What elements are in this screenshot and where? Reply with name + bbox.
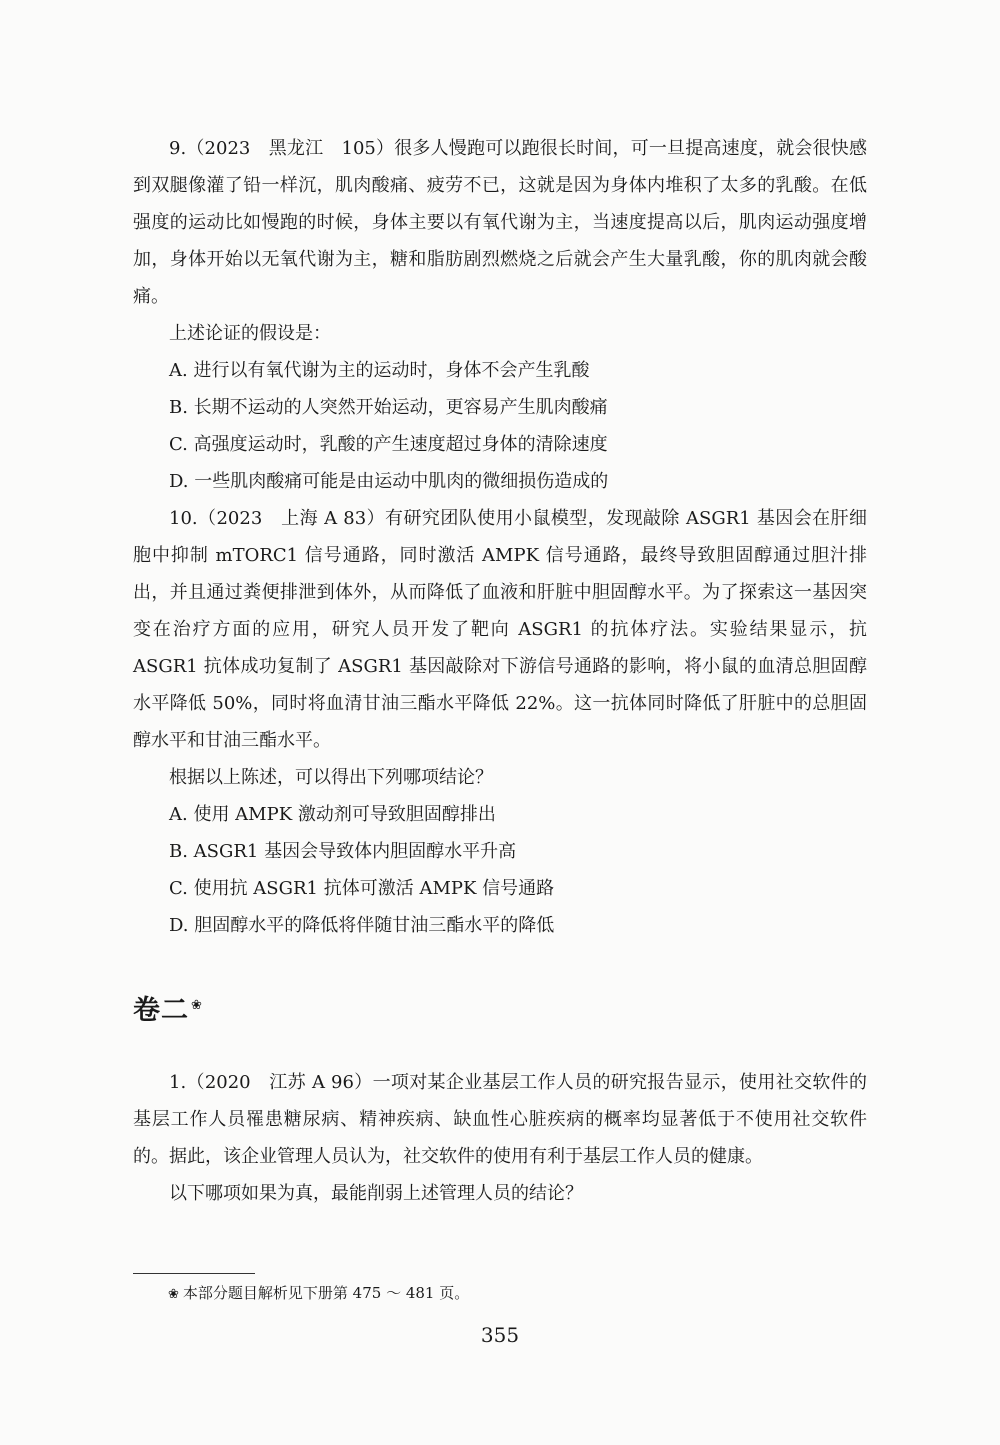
flower-footnote-icon: ❀ <box>168 1287 179 1302</box>
question-9-prompt: 上述论证的假设是： <box>169 323 331 344</box>
question-10-option-b: B. ASGR1 基因会导致体内胆固醇水平升高 <box>169 841 517 862</box>
section-title-text: 卷二 <box>133 995 189 1026</box>
footnote-divider <box>133 1273 255 1274</box>
question-9-option-c: C. 高强度运动时，乳酸的产生速度超过身体的清除速度 <box>169 434 608 455</box>
question-10-option-d: D. 胆固醇水平的降低将伴随甘油三酯水平的降低 <box>169 915 555 936</box>
question-9-option-a: A. 进行以有氧代谢为主的运动时，身体不会产生乳酸 <box>169 360 590 381</box>
question-9-option-b: B. 长期不运动的人突然开始运动，更容易产生肌肉酸痛 <box>169 397 608 418</box>
question-10-prompt: 根据以上陈述，可以得出下列哪项结论？ <box>169 767 493 788</box>
flower-footnote-icon: ❀ <box>191 998 203 1013</box>
question-9-stem: 9.（2023 黑龙江 105）很多人慢跑可以跑很长时间，可一旦提高速度，就会很快感到双腿像灌了铅一样沉，肌肉酸痛、疲劳不已，这就是因为身体内堆积了太多的乳酸。在低强度的运动比如慢跑的时候，身体主要以有氧代谢为主，当速度提高以后，肌肉运动强度增加，身体开始以无氧代谢为主，糖和脂肪剧烈燃烧之后就会产生大量乳酸，你的肌肉就会酸痛。 <box>133 138 867 307</box>
section-2-question-1-stem: 1.（2020 江苏 A 96）一项对某企业基层工作人员的研究报告显示，使用社交软件的基层工作人员罹患糖尿病、精神疾病、缺血性心脏疾病的概率均显著低于不使用社交软件的。据此，该企业管理人员认为，社交软件的使用有利于基层工作人员的健康。 <box>133 1072 867 1167</box>
main-content <box>133 130 867 944</box>
section-heading <box>133 988 203 1027</box>
question-10-option-c: C. 使用抗 ASGR1 抗体可激活 AMPK 信号通路 <box>169 878 555 899</box>
question-10-option-a: A. 使用 AMPK 激动剂可导致胆固醇排出 <box>169 804 496 825</box>
page-number: 355 <box>480 1323 520 1347</box>
footnote-text: 本部分题目解析见下册第 475 ～ 481 页。 <box>182 1284 470 1302</box>
question-10-stem: 10.（2023 上海 A 83）有研究团队使用小鼠模型，发现敲除 ASGR1 基因会在肝细胞中抑制 mTORC1 信号通路，同时激活 AMPK 信号通路，最终导致胆固醇通过胆汁排出，并且通过粪便排泄到体外，从而降低了血液和肝脏中胆固醇水平。为了探索这一基因突变在治疗方面的应用，研究人员开发了靶向 ASGR1 的抗体疗法。实验结果显示，抗 ASGR1 抗体成功复制了 ASGR1 基因敲除对下游信号通路的影响，将小鼠的血清总胆固醇水平降低 50%，同时将血清甘油三酯水平降低 22%。这一抗体同时降低了肝脏中的总胆固醇水平和甘油三酯水平。 <box>133 508 867 751</box>
footnote <box>168 1281 469 1307</box>
section-2-content <box>133 1064 867 1212</box>
section-2-question-1-prompt: 以下哪项如果为真，最能削弱上述管理人员的结论？ <box>169 1183 583 1204</box>
question-9-option-d: D. 一些肌肉酸痛可能是由运动中肌肉的微细损伤造成的 <box>169 471 609 492</box>
